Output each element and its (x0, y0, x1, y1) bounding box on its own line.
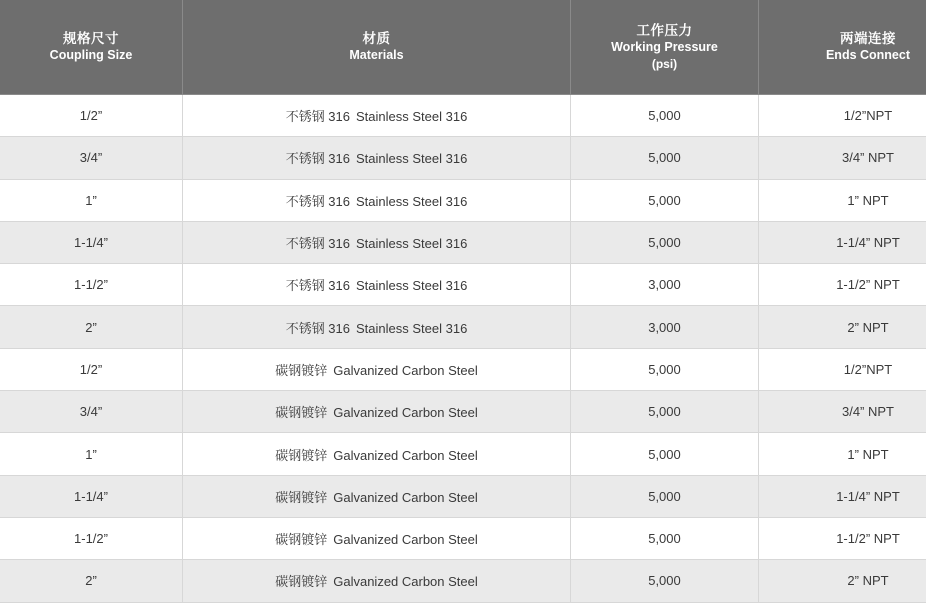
cell-working-pressure: 5,000 (571, 517, 759, 559)
cell-ends-connect: 1-1/4” NPT (759, 475, 926, 517)
column-header-working-pressure-unit: (psi) (577, 56, 752, 73)
table-body (0, 95, 926, 603)
materials-en: Galvanized Carbon Steel (333, 448, 478, 463)
cell-ends-connect: 2” NPT (759, 560, 926, 602)
materials-text (286, 148, 468, 167)
cell-working-pressure: 5,000 (571, 348, 759, 390)
cell-materials (183, 475, 571, 517)
cell-materials (183, 391, 571, 433)
materials-text (286, 233, 468, 252)
materials-cn: 碳钢镀锌 (275, 574, 327, 589)
cell-working-pressure: 5,000 (571, 95, 759, 137)
materials-cn: 不锈钢 316 (286, 194, 350, 209)
cell-materials (183, 517, 571, 559)
cell-ends-connect: 3/4” NPT (759, 391, 926, 433)
materials-cn: 不锈钢 316 (286, 151, 350, 166)
materials-en: Stainless Steel 316 (356, 109, 467, 124)
cell-ends-connect: 1” NPT (759, 179, 926, 221)
table-row (0, 433, 926, 475)
materials-en: Galvanized Carbon Steel (333, 532, 478, 547)
cell-ends-connect: 1-1/2” NPT (759, 264, 926, 306)
cell-materials (183, 560, 571, 602)
table-row (0, 95, 926, 137)
column-header-materials (183, 0, 571, 95)
materials-text (275, 445, 478, 464)
materials-cn: 碳钢镀锌 (275, 532, 327, 547)
cell-ends-connect: 1-1/4” NPT (759, 221, 926, 263)
table-row (0, 264, 926, 306)
materials-en: Stainless Steel 316 (356, 151, 467, 166)
header-row (0, 0, 926, 95)
materials-text (286, 106, 468, 125)
column-header-materials-cn: 材质 (189, 30, 564, 47)
cell-ends-connect: 1-1/2” NPT (759, 517, 926, 559)
materials-en: Stainless Steel 316 (356, 278, 467, 293)
materials-text (275, 402, 478, 421)
materials-text (286, 275, 468, 294)
cell-ends-connect: 1/2”NPT (759, 348, 926, 390)
cell-coupling-size: 1-1/4” (0, 475, 183, 517)
cell-coupling-size: 1/2” (0, 95, 183, 137)
cell-working-pressure: 5,000 (571, 391, 759, 433)
materials-cn: 碳钢镀锌 (275, 405, 327, 420)
cell-working-pressure: 5,000 (571, 221, 759, 263)
cell-ends-connect: 2” NPT (759, 306, 926, 348)
materials-cn: 碳钢镀锌 (275, 490, 327, 505)
cell-ends-connect: 3/4” NPT (759, 137, 926, 179)
materials-cn: 不锈钢 316 (286, 321, 350, 336)
cell-materials (183, 95, 571, 137)
column-header-working-pressure (571, 0, 759, 95)
cell-materials (183, 137, 571, 179)
cell-coupling-size: 1-1/2” (0, 264, 183, 306)
column-header-coupling-size-en: Coupling Size (6, 47, 176, 64)
cell-ends-connect: 1/2”NPT (759, 95, 926, 137)
table-row (0, 221, 926, 263)
table-row (0, 391, 926, 433)
cell-coupling-size: 1/2” (0, 348, 183, 390)
column-header-materials-en: Materials (189, 47, 564, 64)
cell-materials (183, 306, 571, 348)
cell-working-pressure: 5,000 (571, 433, 759, 475)
materials-cn: 碳钢镀锌 (275, 363, 327, 378)
column-header-ends-connect (759, 0, 926, 95)
column-header-ends-connect-cn: 两端连接 (765, 30, 926, 47)
materials-text (286, 191, 468, 210)
materials-en: Galvanized Carbon Steel (333, 405, 478, 420)
materials-en: Stainless Steel 316 (356, 194, 467, 209)
table-row (0, 560, 926, 602)
cell-coupling-size: 1” (0, 179, 183, 221)
materials-cn: 碳钢镀锌 (275, 448, 327, 463)
cell-working-pressure: 5,000 (571, 560, 759, 602)
cell-working-pressure: 5,000 (571, 179, 759, 221)
materials-text (275, 571, 478, 590)
materials-text (275, 360, 478, 379)
cell-coupling-size: 2” (0, 306, 183, 348)
materials-en: Stainless Steel 316 (356, 236, 467, 251)
cell-working-pressure: 5,000 (571, 137, 759, 179)
table-row (0, 517, 926, 559)
table-row (0, 306, 926, 348)
cell-materials (183, 221, 571, 263)
materials-en: Galvanized Carbon Steel (333, 363, 478, 378)
cell-coupling-size: 1-1/2” (0, 517, 183, 559)
cell-materials (183, 264, 571, 306)
materials-cn: 不锈钢 316 (286, 278, 350, 293)
table-row (0, 137, 926, 179)
table-header (0, 0, 926, 95)
table-row (0, 179, 926, 221)
cell-coupling-size: 2” (0, 560, 183, 602)
cell-working-pressure: 5,000 (571, 475, 759, 517)
materials-en: Galvanized Carbon Steel (333, 490, 478, 505)
column-header-coupling-size-cn: 规格尺寸 (6, 30, 176, 47)
materials-text (275, 487, 478, 506)
cell-materials (183, 348, 571, 390)
column-header-working-pressure-cn: 工作压力 (577, 22, 752, 39)
materials-en: Stainless Steel 316 (356, 321, 467, 336)
cell-ends-connect: 1” NPT (759, 433, 926, 475)
cell-materials (183, 433, 571, 475)
materials-en: Galvanized Carbon Steel (333, 574, 478, 589)
cell-materials (183, 179, 571, 221)
cell-coupling-size: 1-1/4” (0, 221, 183, 263)
cell-working-pressure: 3,000 (571, 264, 759, 306)
materials-text (275, 529, 478, 548)
table-row (0, 348, 926, 390)
table-row (0, 475, 926, 517)
column-header-working-pressure-en: Working Pressure (577, 39, 752, 56)
materials-cn: 不锈钢 316 (286, 236, 350, 251)
column-header-coupling-size (0, 0, 183, 95)
cell-coupling-size: 3/4” (0, 137, 183, 179)
cell-coupling-size: 3/4” (0, 391, 183, 433)
cell-coupling-size: 1” (0, 433, 183, 475)
cell-working-pressure: 3,000 (571, 306, 759, 348)
column-header-ends-connect-en: Ends Connect (765, 47, 926, 64)
materials-cn: 不锈钢 316 (286, 109, 350, 124)
materials-text (286, 318, 468, 337)
